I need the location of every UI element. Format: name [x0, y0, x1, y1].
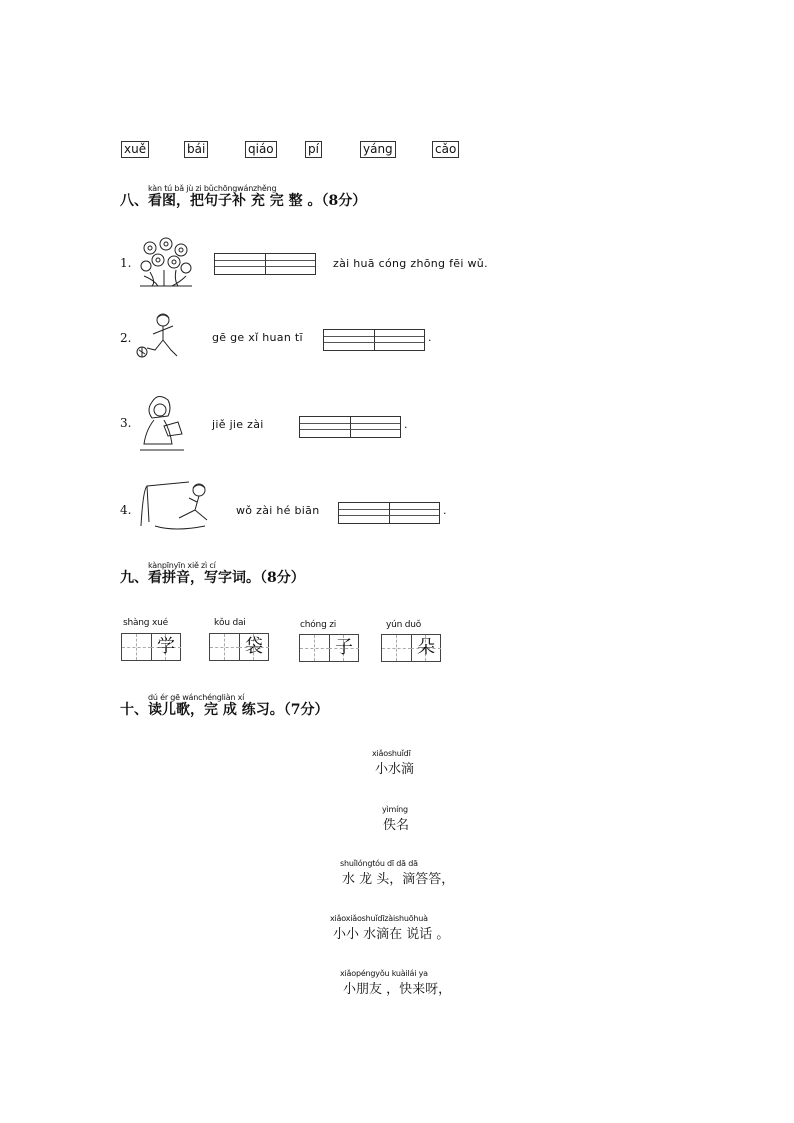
poem-title-pinyin: xiǎoshuǐdī — [372, 749, 411, 758]
girl-reading-illustration — [138, 394, 188, 454]
section10-title: 十、读儿歌，完 成 练习。（7分） — [120, 702, 329, 718]
q4-number: 4. — [120, 503, 132, 517]
word2-writing-grid[interactable] — [209, 633, 269, 661]
word2-given-char: 袋 — [245, 636, 263, 657]
poem-author-pinyin: yìmíng — [382, 805, 408, 814]
section10-pinyin: dú ér gē wánchéngliàn xí — [148, 693, 245, 702]
section8-pinyin: kàn tú bǎ jù zi bǔchōngwánzhěng — [148, 184, 277, 193]
q1-sentence: zài huā cóng zhōng fēi wǔ. — [333, 257, 488, 270]
poem-line2-pinyin: xiǎoxiǎoshuǐdīzàishuōhuà — [330, 914, 428, 923]
word4-pinyin: yún duǒ — [386, 620, 422, 630]
word1-writing-grid[interactable] — [121, 633, 181, 661]
pinyin-box-5: yáng — [360, 141, 396, 158]
q1-number: 1. — [120, 256, 132, 270]
q3-period: . — [404, 418, 408, 431]
word1-given-char: 学 — [157, 636, 175, 657]
pinyin-box-4: pí — [305, 141, 322, 158]
q3-answer-box[interactable] — [299, 416, 401, 438]
poem-line3: 小朋友 ，快来呀， — [343, 982, 452, 997]
section9-title: 九、看拼音，写字词。（8分） — [120, 570, 305, 586]
pinyin-box-6: cǎo — [432, 141, 459, 158]
flower-bush-illustration — [136, 236, 194, 288]
pinyin-box-2: bái — [184, 141, 208, 158]
pinyin-box-3: qiáo — [245, 141, 277, 158]
q4-sentence: wǒ zài hé biān — [236, 504, 320, 517]
poem-title: 小水滴 — [375, 762, 415, 777]
word2-pinyin: kǒu dai — [214, 618, 246, 628]
section8-title: 八、看图，把句子补 充 完 整 。（8分） — [120, 193, 367, 209]
q3-number: 3. — [120, 416, 132, 430]
poem-line2: 小小 水滴在 说话 。 — [333, 927, 450, 942]
q2-sentence: gē ge xǐ huan tī — [212, 331, 303, 344]
poem-line1: 水 龙 头，滴答答， — [342, 872, 455, 887]
boy-fishing-illustration — [135, 478, 215, 534]
pinyin-box-1: xuě — [121, 141, 149, 158]
poem-line3-pinyin: xiǎopéngyǒu kuàilái ya — [340, 969, 428, 978]
q4-period: . — [443, 504, 447, 517]
q3-sentence: jiě jie zài — [212, 418, 264, 431]
q1-answer-box[interactable] — [214, 253, 316, 275]
word4-writing-grid[interactable] — [381, 634, 441, 662]
q2-number: 2. — [120, 331, 132, 345]
poem-line1-pinyin: shuǐlóngtóu dī dā dā — [340, 859, 418, 868]
q2-answer-box[interactable] — [323, 329, 425, 351]
word4-given-char: 朵 — [417, 637, 435, 658]
boy-kicking-ball-illustration — [133, 310, 191, 362]
poem-author: 佚名 — [383, 818, 410, 833]
q4-answer-box[interactable] — [338, 502, 440, 524]
word1-pinyin: shàng xué — [123, 618, 168, 628]
word3-pinyin: chóng zi — [300, 620, 337, 630]
word3-writing-grid[interactable] — [299, 634, 359, 662]
q2-period: . — [428, 331, 432, 344]
section9-pinyin: kànpīnyīn xiě zì cí — [148, 561, 216, 570]
word3-given-char: 子 — [335, 637, 353, 658]
